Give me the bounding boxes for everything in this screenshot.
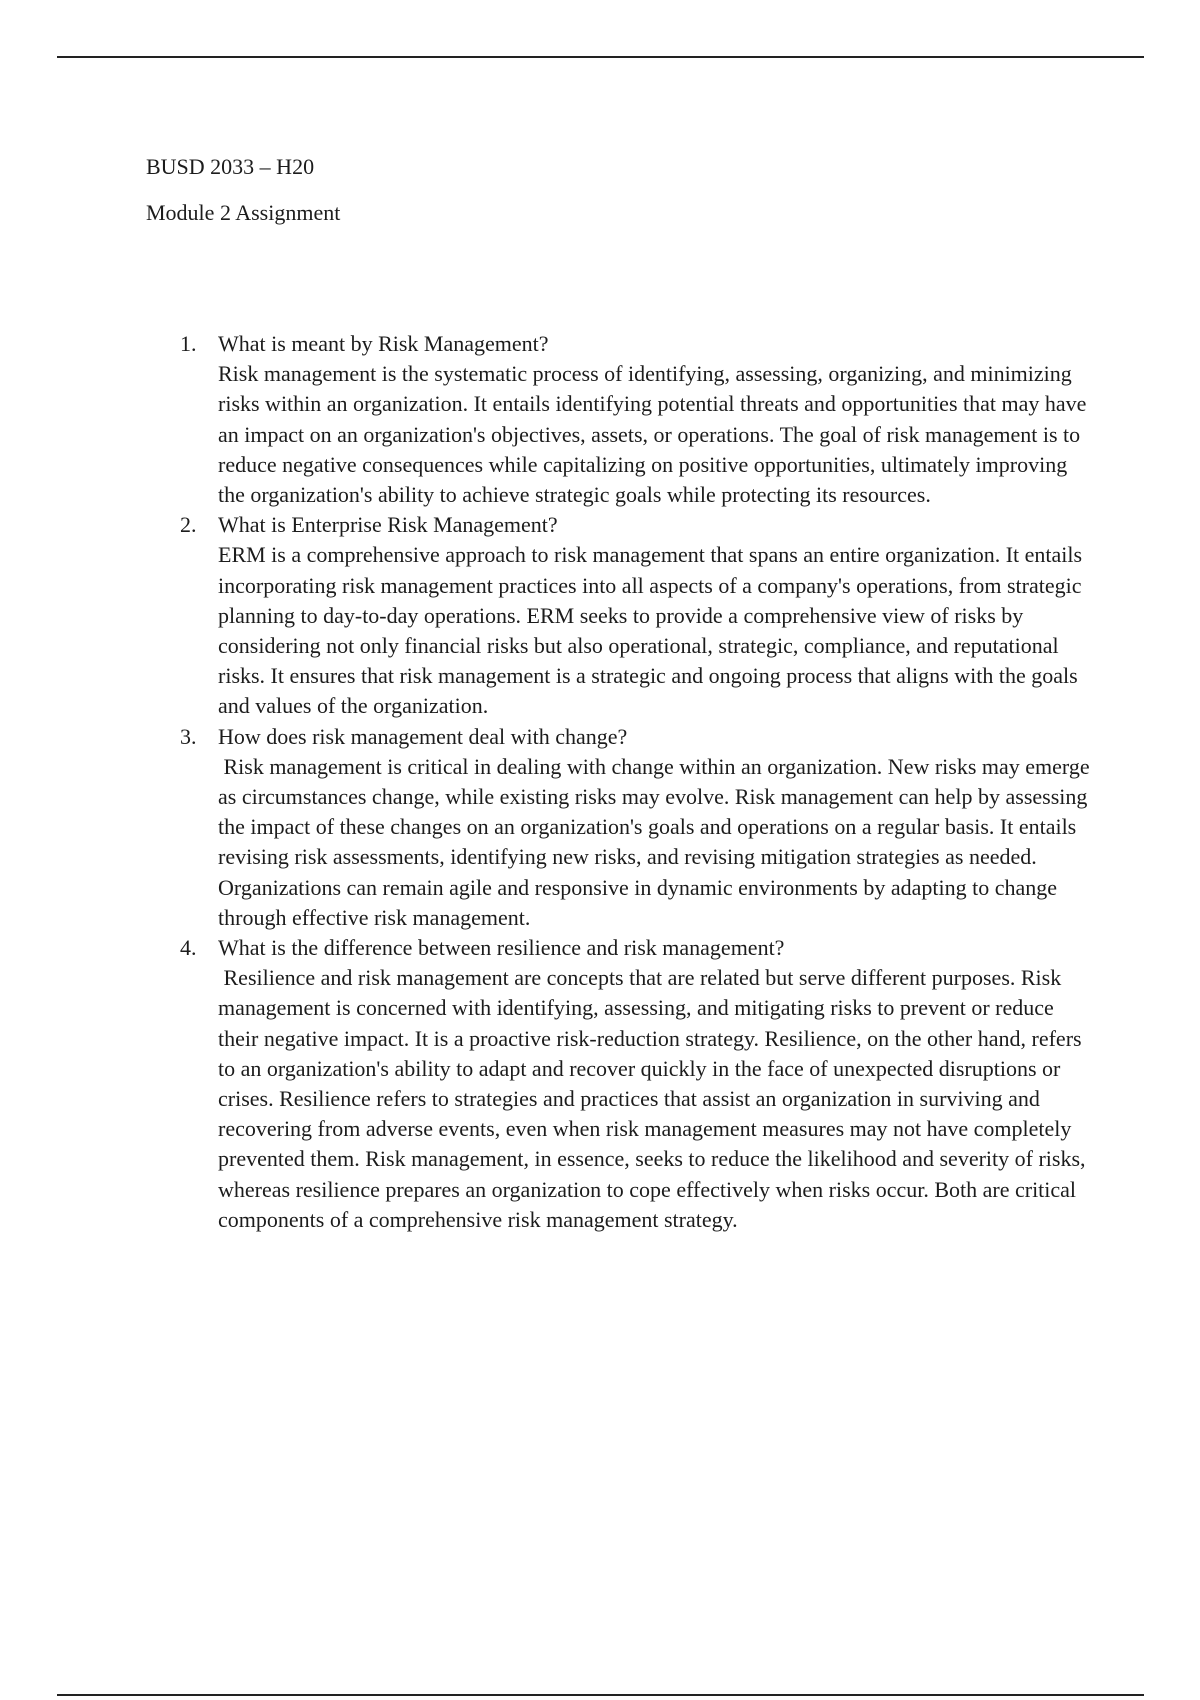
question-item-3 (170, 722, 1096, 933)
document-header (146, 144, 340, 236)
answer-text: Risk management is critical in dealing with change within an organization. New risks may emerge as circumstances change, while existing risks may evolve. Risk management can help by assessing the impact of these changes on an organization's goals and operations on a regular basis. It entails revising risk assessments, identifying new risks, and revising mitigation strategies as needed. Organizations can remain agile and responsive in dynamic environments by adapting to change through effective risk management. (218, 753, 1096, 930)
answer-text: Resilience and risk management are concepts that are related but serve different purposes. Risk management is concerned with identifying, assessing, and mitigating risks to prevent or reduce their negative impact. It is a proactive risk-reduction strategy. Resilience, on the other hand, refers to an organization's ability to adapt and recover quickly in the face of unexpected disruptions or crises. Resilience refers to strategies and practices that assist an organization in surviving and recovering from adverse events, even when risk management measures may not have completely prevented them. Risk management, in essence, seeks to reduce the likelihood and severity of risks, whereas resilience prepares an organization to cope effectively when risks occur. Both are critical components of a comprehensive risk management strategy. (218, 965, 1092, 1232)
question-list (170, 329, 1096, 1235)
question-text: What is the difference between resilience and risk management? (218, 935, 785, 961)
question-number: 3. (180, 723, 197, 749)
question-number: 1. (180, 331, 197, 356)
answer-text: Risk management is the systematic process of identifying, assessing, organizing, and minimizing risks within an organization. It entails identifying potential threats and opportunities that may have an impact on an organization's objectives, assets, or operations. The goal of risk management is to reduce negative consequences while capitalizing on positive opportunities, ultimately improving the organization's ability to achieve strategic goals while protecting its resources. (218, 361, 1092, 508)
question-text: What is Enterprise Risk Management? (218, 512, 558, 538)
top-rule (57, 56, 1144, 58)
question-number: 2. (180, 512, 197, 538)
course-code: BUSD 2033 – H20 (146, 154, 315, 179)
question-number: 4. (180, 935, 197, 961)
question-item-4 (170, 933, 1090, 1235)
answer-text: ERM is a comprehensive approach to risk management that spans an entire organization. It entails incorporating risk management practices into all aspects of a company's operations, from strategic planning to day-to-day operations. ERM seeks to provide a comprehensive view of risks by considering not only financial risks but also operational, strategic, compliance, and reputational risks. It ensures that risk management is a strategic and ongoing process that aligns with the goals and values of the organization. (218, 542, 1088, 719)
question-item-1 (170, 329, 1090, 510)
question-text: How does risk management deal with change? (218, 723, 628, 749)
question-item-2 (170, 510, 1090, 721)
assignment-title: Module 2 Assignment (146, 200, 341, 225)
bottom-rule (57, 1694, 1144, 1696)
question-text: What is meant by Risk Management? (218, 331, 549, 356)
